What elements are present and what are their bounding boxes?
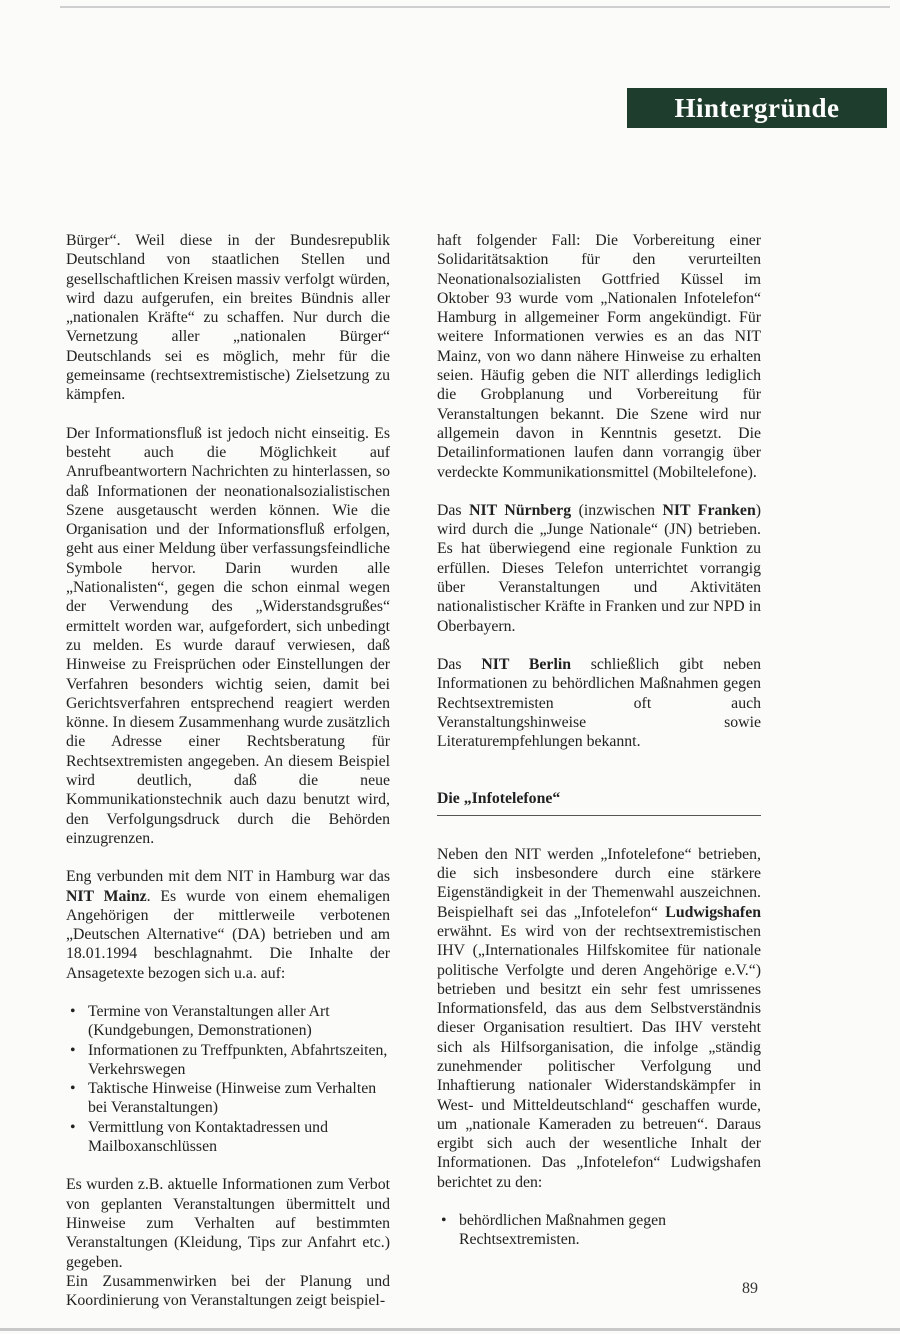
bullet-icon: •: [70, 1041, 76, 1059]
bullet-icon: •: [441, 1212, 447, 1230]
bullet-list: [437, 1211, 761, 1250]
bottom-rule: [0, 1328, 900, 1331]
paragraph: Ein Zusammenwirken bei der Planung und Koordinierung von Veranstaltungen zeigt beispiel-: [66, 1272, 390, 1310]
list-item: • Informationen zu Treffpunkten, Abfahrtszeiten, Verkehrswegen: [70, 1041, 388, 1078]
bullet-icon: •: [70, 1080, 76, 1098]
top-rule: [60, 6, 890, 8]
section-title: Hintergründe: [674, 92, 840, 123]
bullet-icon: •: [70, 1002, 76, 1020]
bullet-list: [66, 1002, 390, 1156]
list-item: • behördlichen Maßnahmen gegen Rechtsextremisten.: [441, 1212, 667, 1249]
bullet-icon: •: [70, 1118, 76, 1136]
paragraph: Neben den NIT werden „Infotelefone“ betrieben, die sich insbesondere durch eine stärkere Eigenständigkeit in der Themenwahl auszeichnen. Beispielhaft sei das „Infotelefon“ Ludwigshafen erwähnt. Es wird von der rechtsextremistischen IHV („Internationales Hilfskomitee für nationale politische Verfolgte und deren Angehörige e.V.“) betrieben und besitzt ein sehr fest umrissenes Informationsfeld, das aus dem Selbstverständnis dieser Organisation resultiert. Das IHV versteht sich als Hilfsorganisation, die infolge „ständig zunehmender politischer Verfolgung und Inhaftierung nationaler Widerstandskämpfer in West- und Mitteldeutschland“ geschaffen wurde, um „nationale Kameraden zu betreuen“. Daraus ergibt sich auch der wesentliche Inhalt der Informationen. Das „Infotelefon“ Ludwigshafen berichtet zu den:: [437, 845, 761, 1191]
subheading: Die „Infotelefone“: [437, 790, 561, 808]
bold-term: Ludwigshafen: [665, 903, 761, 921]
paragraph: haft folgender Fall: Die Vorbereitung einer Solidaritätsaktion für den verurteilten Neonationalsozialisten Gottfried Küssel im Oktober 93 wurde vom „Nationalen Infotelefon“ Hamburg in allgemeiner Form angekündigt. Für weitere Informationen verwies es an das NIT Mainz, von wo dann nähere Hinweise zu erhalten seien. Häufig geben die NIT allerdings lediglich die Grobplanung und Vorbereitung für Veranstaltungen bekannt. Die Szene wird nur allgemein davon in Kenntnis gesetzt. Die Detailinformationen laufen dann vorrangig über verdeckte Kommunikationsmittel (Mobiltelefone).: [437, 232, 761, 481]
section-header: [627, 88, 887, 128]
bold-term: NIT Mainz: [66, 887, 147, 905]
bold-term: NIT Nürnberg: [469, 501, 572, 519]
bold-term: NIT Berlin: [481, 655, 572, 673]
subheading-rule: [437, 815, 761, 816]
paragraph: Eng verbunden mit dem NIT in Hamburg war das NIT Mainz. Es wurde von einem ehemaligen Angehörigen der mittlerweile verbotenen „Deutschen Alternative“ (DA) betrieben und am 18.01.1994 beschlagnahmt. Die Inhalte der Ansagetexte bezogen sich u.a. auf:: [66, 868, 391, 982]
paragraph: Es wurden z.B. aktuelle Informationen zum Verbot von geplanten Veranstaltungen übermittelt und Hinweise zum Verhalten auf bestimmten Veranstaltungen (Kleidung, Tips zur Anfahrt etc.) gegeben.: [66, 1176, 390, 1271]
list-item: • Termine von Veranstaltungen aller Art (Kundgebungen, Demonstrationen): [70, 1002, 330, 1040]
list-item: • Taktische Hinweise (Hinweise zum Verhalten bei Veranstaltungen): [70, 1080, 377, 1117]
paragraph: Das NIT Berlin schließlich gibt neben Informationen zu behördlichen Maßnahmen gegen Rechtsextremisten oft auch Veranstaltungshinweise sowie Literaturempfehlungen bekannt.: [437, 655, 761, 751]
bold-term: NIT Franken: [662, 501, 756, 519]
left-column: [66, 231, 390, 1329]
paragraph: Der Informationsfluß ist jedoch nicht einseitig. Es besteht auch die Möglichkeit auf Anrufbeantwortern Nachrichten zu hinterlassen, so daß Informationen der neonationalsozialistischen Szene ausgetauscht werden können. Wie die Organisation und der Informationsfluß erfolgen, geht aus einer Meldung über verfassungsfeindliche Symbole hervor. Darin wurden alle „Nationalisten“, gegen die schon einmal wegen der Verwendung des „Widerstandsgrußes“ ermittelt worden war, aufgefordert, sich unbedingt zu melden. Es wurde darauf verwiesen, daß Hinweise zu Freisprüchen oder Einstellungen der Verfahren besonders wichtig seien, damit bei Gerichtsverfahren entsprechend reagiert werden könne. In diesem Zusammenhang wurde zusätzlich die Adresse einer Rechtsberatung für Rechtsextremisten angegeben. An diesem Beispiel wird deutlich, daß die neue Kommunikationstechnik auch dazu benutzt wird, den Verfolgungsdruck durch die Behörden einzugrenzen.: [66, 424, 390, 847]
paragraph: Bürger“. Weil diese in der Bundesrepublik Deutschland von staatlichen Stellen und gesellschaftlichen Kreisen massiv verfolgt würden, wird dazu aufgerufen, ein breites Bündnis aller „nationalen Kräfte“ zu schaffen. Nur durch die Vernetzung aller „nationalen Bürger“ Deutschlands sei es möglich, mehr für die gemeinsame (rechtsextremistische) Zielsetzung zu kämpfen.: [66, 232, 390, 404]
page-number: 89: [742, 1280, 758, 1297]
list-item: • Vermittlung von Kontaktadressen und Mailboxanschlüssen: [70, 1118, 328, 1156]
right-column: [437, 231, 761, 1269]
paragraph: Das NIT Nürnberg (inzwischen NIT Franken) wird durch die „Junge Nationale“ (JN) betrieben. Es hat überwiegend eine regionale Funktion zu erfüllen. Dieses Telefon unterrichtet vorrangig über Veranstaltungen und Aktivitäten nationalistischer Kräfte in Franken und zur NPD in Oberbayern.: [437, 501, 761, 635]
